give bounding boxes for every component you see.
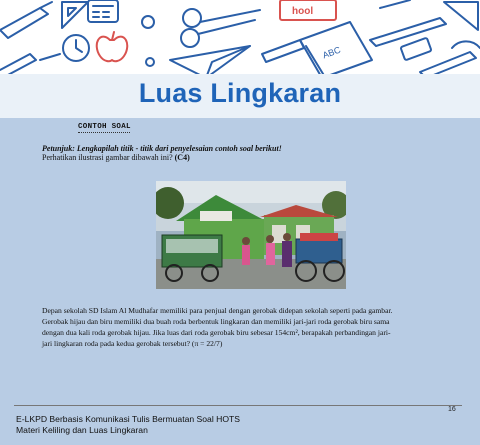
footer-divider [14, 405, 462, 406]
contoh-soal-badge: CONTOH SOAL [78, 123, 131, 131]
footer-subtitle: Materi Keliling dan Luas Lingkaran [16, 425, 148, 435]
school-carts-photo [156, 181, 346, 289]
footer-title: E-LKPD Berbasis Komunikasi Tulis Bermuatan Soal HOTS [16, 414, 241, 424]
paragraph-line: Depan sekolah SD Islam Al Mudhafar memiliki para penjual dengan gerobak didepan sekolah seperti pada gambar. [42, 306, 393, 315]
svg-text:ABC: ABC [321, 44, 342, 61]
paragraph-line: jari lingkaran roda pada kedua gerobak tersebut? (π = 22/7) [42, 339, 223, 348]
problem-paragraph [42, 305, 440, 349]
svg-text:hool: hool [292, 6, 314, 17]
instruction-text: Petunjuk: Lengkapilah titik - titik dari penyelesaian contoh soal berikut! [42, 144, 282, 153]
prompt-text [42, 153, 190, 162]
page-number: 16 [448, 406, 456, 413]
paragraph-line: dengan dua kali roda gerobak hijau. Jika luas dari roda gerobak biru sebesar 154cm², berapakah perbandingan jari- [42, 328, 391, 337]
prompt-code: (C4) [174, 153, 190, 162]
badge-underline [78, 132, 130, 133]
photo-illustration [156, 181, 346, 289]
prompt-sentence: Perhatikan ilustrasi gambar dibawah ini? [42, 153, 173, 162]
page-title: Luas Lingkaran [138, 78, 342, 108]
paragraph-line: Gerobak hijau dan biru memiliki dua buah roda berbentuk lingkaran dan memiliki jari-jari roda gerobak biru sama [42, 317, 390, 326]
